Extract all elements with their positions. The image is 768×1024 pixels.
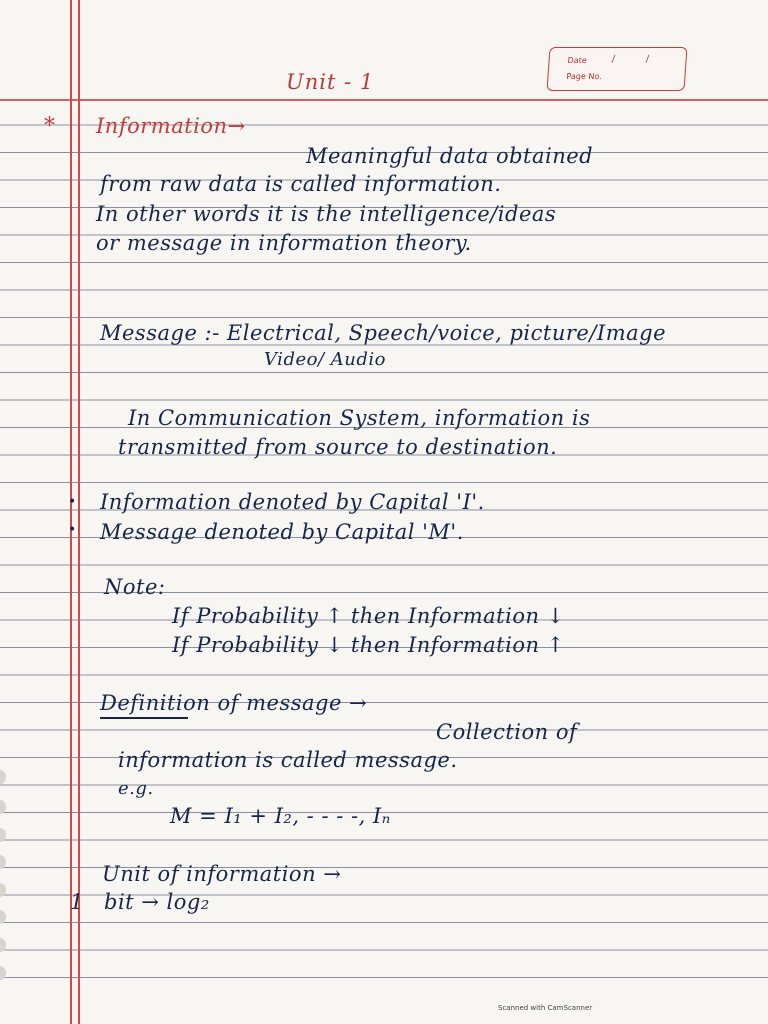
text-line: Video/ Audio — [264, 349, 386, 370]
date-separator: / — [611, 54, 616, 65]
text-line: or message in information theory. — [96, 231, 472, 255]
date-label: Date — [567, 56, 588, 65]
bullet-dot: • — [68, 494, 77, 510]
text-line: bit → log₂ — [104, 890, 210, 914]
binding-hole — [0, 938, 6, 952]
binding-hole — [0, 883, 6, 897]
text-line: 1 — [70, 890, 84, 914]
binding-hole — [0, 800, 6, 814]
text-line: If Probability ↓ then Information ↑ — [172, 633, 565, 657]
text-line: Definition of message → — [100, 691, 368, 715]
margin-line-inner — [78, 0, 80, 1024]
page-no-label: Page No. — [566, 72, 602, 81]
text-line: In other words it is the intelligence/ideas — [96, 202, 557, 226]
text-line: Information denoted by Capital 'I'. — [100, 490, 485, 514]
information-heading: Information→ — [96, 114, 246, 138]
binding-hole — [0, 966, 6, 980]
date-separator: / — [645, 54, 650, 65]
text-line: information is called message. — [118, 748, 458, 772]
binding-holes — [0, 0, 16, 1024]
text-line: In Communication System, information is — [128, 406, 591, 430]
text-line: If Probability ↑ then Information ↓ — [172, 604, 565, 628]
header-rule — [0, 99, 768, 101]
scanner-watermark: Scanned with CamScanner — [498, 1004, 593, 1012]
page-title: Unit - 1 — [286, 70, 375, 94]
binding-hole — [0, 828, 6, 842]
text-line: Meaningful data obtained — [306, 144, 594, 168]
binding-hole — [0, 910, 6, 924]
text-line: transmitted from source to destination. — [118, 435, 558, 459]
heading-underline — [100, 717, 188, 719]
text-line: Note: — [104, 575, 166, 599]
text-line: e.g. — [118, 778, 154, 799]
text-line: Message denoted by Capital 'M'. — [100, 520, 464, 544]
text-line: Collection of — [436, 720, 578, 744]
star-mark: * — [44, 114, 55, 139]
binding-hole — [0, 770, 6, 784]
text-line: Message :- Electrical, Speech/voice, picture/Image — [100, 321, 667, 345]
date-page-box — [546, 47, 687, 91]
bullet-dot: • — [68, 522, 77, 538]
margin-line-outer — [70, 0, 72, 1024]
binding-hole — [0, 855, 6, 869]
text-line: M = I₁ + I₂, - - - -, Iₙ — [170, 804, 391, 828]
text-line: Unit of information → — [102, 862, 342, 886]
text-line: from raw data is called information. — [100, 172, 502, 196]
page-footer-area — [0, 990, 768, 1024]
